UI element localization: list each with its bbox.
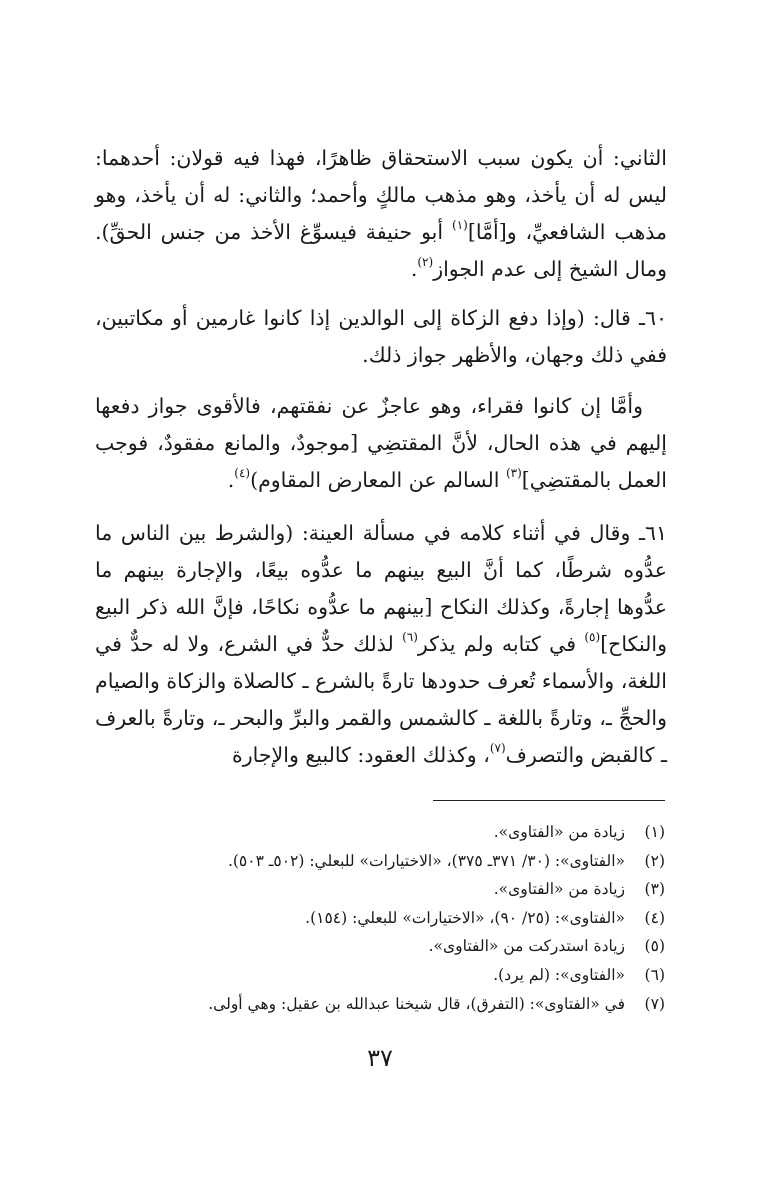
footnote-item bbox=[85, 875, 665, 904]
paragraph-3: وأمَّا إن كانوا فقراء، وهو عاجزٌ عن نفقتهم، فالأقوى جواز دفعها إليهم في هذه الحال، لأنَّ المقتضِي [موجودٌ، والمانع مفقودٌ، فوجب العمل بالمقتضِي]$^{(٣)}$ السالم عن المعارض المقاوم)$^{(٤)}$. bbox=[95, 394, 667, 492]
footnote-text: زيادة استدركت من «الفتاوى». bbox=[428, 937, 625, 956]
paragraph-2: ٦٠ـ قال: (وإذا دفع الزكاة إلى الوالدين إذا كانوا غارمين أو مكاتبين، ففي ذلك وجهان، والأظهر جواز ذلك. bbox=[95, 306, 667, 367]
page-number: ٣٧ bbox=[367, 1044, 393, 1072]
footnote-ref-1[interactable]: (١) bbox=[452, 218, 468, 233]
footnote-item bbox=[85, 818, 665, 847]
footnote-number: (٤) bbox=[644, 908, 665, 927]
footnote-number: (٦) bbox=[644, 965, 665, 984]
paragraph-4: ٦١ـ وقال في أثناء كلامه في مسألة العينة: (والشرط بين الناس ما عدُّوه شرطًا، كما أنَّ البيع بينهم ما عدُّوه بيعًا، والإجارة بينهم ما عدُّوها إجارةً، وكذلك النكاح [بينهم ما عدُّوه نكاحًا، فإنَّ الله ذكر البيع والنكاح]$^{(٥)}$ في كتابه ولم يذكر$^{(٦)}$ لذلك حدٌّ في الشرع، ولا له حدٌّ في اللغة، والأسماء تُعرف حدودها تارةً بالشرع ـ كالصلاة والزكاة والصيام والحجِّ ـ، وتارةً باللغة ـ كالشمس والقمر والبرِّ والبحر ـ، وتارةً بالعرف ـ كالقبض والتصرف$^{(٧)}$، وكذلك العقود: كالبيع والإجارة bbox=[95, 521, 668, 767]
main-text bbox=[95, 140, 667, 774]
footnote-number: (٥) bbox=[644, 937, 665, 956]
footnote-text: زيادة من «الفتاوى». bbox=[493, 880, 625, 899]
footnote-divider bbox=[433, 800, 665, 801]
footnote-item bbox=[85, 932, 665, 961]
footnote-ref-6[interactable]: (٦) bbox=[402, 630, 418, 645]
footnotes-list bbox=[85, 818, 665, 1018]
footnote-number: (٢) bbox=[644, 851, 665, 870]
footnote-item bbox=[85, 990, 665, 1019]
footnote-item bbox=[85, 904, 665, 933]
footnote-text: «الفتاوى»: (٢٥/ ٩٠)، «الاختيارات» للبعلي: (١٥٤). bbox=[305, 908, 625, 927]
footnote-ref-2[interactable]: (٢) bbox=[417, 255, 434, 270]
footnote-ref-7[interactable]: (٧) bbox=[489, 741, 506, 756]
footnote-text: زيادة من «الفتاوى». bbox=[493, 823, 625, 841]
footnote-item bbox=[85, 847, 665, 876]
footnote-number: (١) bbox=[644, 823, 665, 841]
footnote-text: «الفتاوى»: (لم يرد). bbox=[493, 965, 625, 984]
footnote-text: «الفتاوى»: (٣٠/ ٣٧١ـ ٣٧٥)، «الاختيارات» للبعلي: (٥٠٢ـ ٥٠٣). bbox=[227, 851, 625, 870]
footnote-text: في «الفتاوى»: (التفرق)، قال شيخنا عبدالله بن عقيل: وهي أولى. bbox=[208, 994, 625, 1013]
footnote-number: (٣) bbox=[644, 880, 665, 899]
footnote-item bbox=[85, 961, 665, 990]
footnote-ref-5[interactable]: (٥) bbox=[584, 630, 601, 645]
footnote-ref-4[interactable]: (٤) bbox=[234, 466, 251, 481]
paragraph-1: الثاني: أن يكون سبب الاستحقاق ظاهرًا، فهذا فيه قولان: أحدهما: ليس له أن يأخذ، وهو مذهب مالكٍ وأحمد؛ والثاني: له أن يأخذ، وهو مذهب الشافعيِّ، و[أمَّا]$^{(١)}$ أبو حنيفة فيسوِّغ الأخذ من جنس الحقِّ). ومال الشيخ إلى عدم الجواز$^{(٢)}$. bbox=[95, 146, 667, 281]
footnote-ref-3[interactable]: (٣) bbox=[505, 466, 522, 481]
footnote-number: (٧) bbox=[644, 994, 665, 1013]
